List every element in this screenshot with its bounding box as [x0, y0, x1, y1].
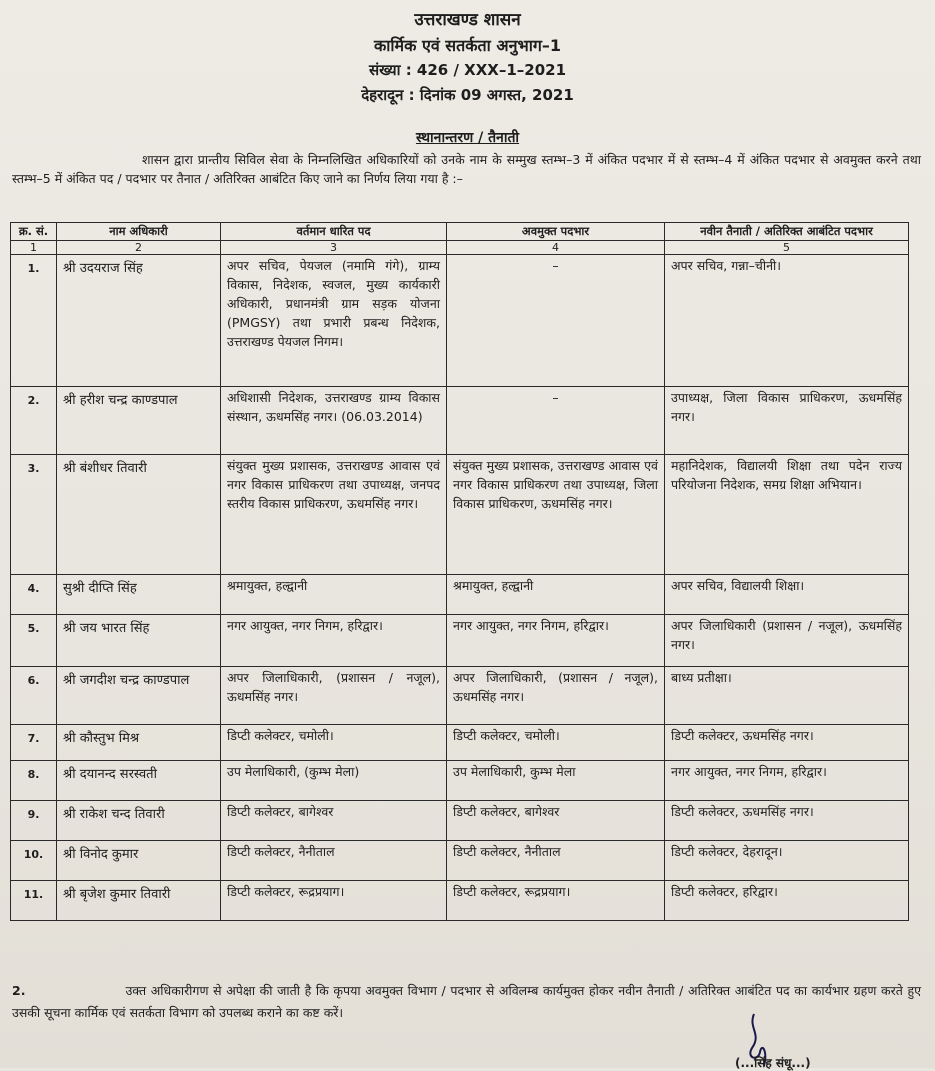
serial-cell: 10. — [11, 841, 57, 881]
table-row — [11, 387, 909, 455]
table-row — [11, 725, 909, 761]
intro-paragraph: शासन द्वारा प्रान्तीय सिविल सेवा के निम्नलिखित अधिकारियों को उनके नाम के सम्मुख स्तम्भ–3 में अंकित पदभार में से स्तम्भ–4 में अंकित पदभार से अवमुक्त करने तथा स्तम्भ–5 में अंकित पद / पदभार पर तैनात / अतिरिक्त आबंटित किए जाने का निर्णय लिया गया है :– — [12, 152, 921, 186]
current-post-cell: नगर आयुक्त, नगर निगम, हरिद्वार। — [221, 615, 447, 667]
officer-name-cell: श्री जय भारत सिंह — [57, 615, 221, 667]
col-number: 4 — [447, 241, 665, 255]
signatory-name: (...सिंह संधू...) — [735, 1056, 811, 1070]
new-posting-cell: अपर जिलाधिकारी (प्रशासन / नजूल), ऊधमसिंह नगर। — [665, 615, 909, 667]
new-posting-cell: बाध्य प्रतीक्षा। — [665, 667, 909, 725]
relieved-post-cell: – — [447, 387, 665, 455]
table-row — [11, 841, 909, 881]
table-row — [11, 881, 909, 921]
current-post-cell: अधिशासी निदेशक, उत्तराखण्ड ग्राम्य विकास संस्थान, ऊधमसिंह नगर। (06.03.2014) — [221, 387, 447, 455]
relieved-post-cell: डिप्टी कलेक्टर, बागेश्वर — [447, 801, 665, 841]
transfer-table — [10, 222, 909, 921]
col-number: 1 — [11, 241, 57, 255]
current-post-cell: संयुक्त मुख्य प्रशासक, उत्तराखण्ड आवास एवं नगर विकास प्राधिकरण तथा उपाध्यक्ष, जनपद स्तरीय विकास प्राधिकरण, ऊधमसिंह नगर। — [221, 455, 447, 575]
new-posting-cell: उपाध्यक्ष, जिला विकास प्राधिकरण, ऊधमसिंह नगर। — [665, 387, 909, 455]
relieved-post-cell: उप मेलाधिकारी, कुम्भ मेला — [447, 761, 665, 801]
new-posting-cell: अपर सचिव, विद्यालयी शिक्षा। — [665, 575, 909, 615]
document-header — [0, 8, 935, 108]
relieved-post-cell: नगर आयुक्त, नगर निगम, हरिद्वार। — [447, 615, 665, 667]
department-name: कार्मिक एवं सतर्कता अनुभाग–1 — [373, 36, 561, 55]
officer-name-cell: श्री विनोद कुमार — [57, 841, 221, 881]
new-posting-cell: डिप्टी कलेक्टर, हरिद्वार। — [665, 881, 909, 921]
relieved-post-cell: डिप्टी कलेक्टर, नैनीताल — [447, 841, 665, 881]
table-row — [11, 455, 909, 575]
serial-cell: 1. — [11, 255, 57, 387]
officer-name-cell: श्री दयानन्द सरस्वती — [57, 761, 221, 801]
col-header-relieved-post: अवमुक्त पदभार — [447, 223, 665, 241]
serial-cell: 4. — [11, 575, 57, 615]
order-number: संख्या : 426 / XXX–1–2021 — [368, 61, 567, 79]
relieved-post-cell: डिप्टी कलेक्टर, रूद्रप्रयाग। — [447, 881, 665, 921]
serial-cell: 3. — [11, 455, 57, 575]
new-posting-cell: अपर सचिव, गन्ना–चीनी। — [665, 255, 909, 387]
table-row — [11, 255, 909, 387]
officer-name-cell: श्री उदयराज सिंह — [57, 255, 221, 387]
relieved-post-cell: अपर जिलाधिकारी, (प्रशासन / नजूल), ऊधमसिंह नगर। — [447, 667, 665, 725]
table-row — [11, 761, 909, 801]
paragraph-number: 2. — [12, 983, 26, 998]
new-posting-cell: नगर आयुक्त, नगर निगम, हरिद्वार। — [665, 761, 909, 801]
subject-line: स्थानान्तरण / तैनाती — [415, 130, 520, 146]
current-post-cell: अपर जिलाधिकारी, (प्रशासन / नजूल), ऊधमसिंह नगर। — [221, 667, 447, 725]
col-header-new-posting: नवीन तैनाती / अतिरिक्त आबंटित पदभार — [665, 223, 909, 241]
col-header-current-post: वर्तमान धारित पद — [221, 223, 447, 241]
col-number: 2 — [57, 241, 221, 255]
new-posting-cell: डिप्टी कलेक्टर, देहरादून। — [665, 841, 909, 881]
govt-name: उत्तराखण्ड शासन — [414, 10, 521, 30]
serial-cell: 6. — [11, 667, 57, 725]
relieved-post-cell: – — [447, 255, 665, 387]
relieved-post-cell: संयुक्त मुख्य प्रशासक, उत्तराखण्ड आवास एवं नगर विकास प्राधिकरण तथा उपाध्यक्ष, जिला विकास प्राधिकरण, ऊधमसिंह नगर। — [447, 455, 665, 575]
officer-name-cell: सुश्री दीप्ति सिंह — [57, 575, 221, 615]
new-posting-cell: डिप्टी कलेक्टर, ऊधमसिंह नगर। — [665, 725, 909, 761]
table-row — [11, 615, 909, 667]
col-number: 5 — [665, 241, 909, 255]
current-post-cell: डिप्टी कलेक्टर, बागेश्वर — [221, 801, 447, 841]
officer-name-cell: श्री राकेश चन्द तिवारी — [57, 801, 221, 841]
relieved-post-cell: डिप्टी कलेक्टर, चमोली। — [447, 725, 665, 761]
officer-name-cell: श्री बंशीधर तिवारी — [57, 455, 221, 575]
officer-name-cell: श्री कौस्तुभ मिश्र — [57, 725, 221, 761]
officer-name-cell: श्री हरीश चन्द्र काण्डपाल — [57, 387, 221, 455]
officer-name-cell: श्री जगदीश चन्द्र काण्डपाल — [57, 667, 221, 725]
table-row — [11, 667, 909, 725]
current-post-cell: श्रमायुक्त, हल्द्वानी — [221, 575, 447, 615]
current-post-cell: अपर सचिव, पेयजल (नमामि गंगे), ग्राम्य विकास, निदेशक, स्वजल, मुख्य कार्यकारी अधिकारी, प्रधानमंत्री ग्राम सड़क योजना (PMGSY) तथा प्रभारी प्रबन्ध निदेशक, उत्तराखण्ड पेयजल निगम। — [221, 255, 447, 387]
order-date: देहरादून : दिनांक 09 अगस्त, 2021 — [361, 86, 574, 104]
current-post-cell: डिप्टी कलेक्टर, रूद्रप्रयाग। — [221, 881, 447, 921]
paragraph-2 — [12, 980, 921, 1024]
col-header-serial: क्र. सं. — [11, 223, 57, 241]
serial-cell: 5. — [11, 615, 57, 667]
paragraph-text: उक्त अधिकारीगण से अपेक्षा की जाती है कि कृपया अवमुक्त विभाग / पदभार से अविलम्ब कार्यमुक्त होकर नवीन तैनाती / अतिरिक्त आबंटित पद का कार्यभार ग्रहण करते हुए उसकी सूचना कार्मिक एवं सतर्कता विभाग को उपलब्ध कराने का कष्ट करें। — [12, 983, 921, 1020]
current-post-cell: डिप्टी कलेक्टर, चमोली। — [221, 725, 447, 761]
serial-cell: 2. — [11, 387, 57, 455]
table-header-row — [11, 223, 909, 241]
new-posting-cell: डिप्टी कलेक्टर, ऊधमसिंह नगर। — [665, 801, 909, 841]
serial-cell: 8. — [11, 761, 57, 801]
col-number: 3 — [221, 241, 447, 255]
current-post-cell: उप मेलाधिकारी, (कुम्भ मेला) — [221, 761, 447, 801]
table-row — [11, 575, 909, 615]
serial-cell: 7. — [11, 725, 57, 761]
col-header-name: नाम अधिकारी — [57, 223, 221, 241]
relieved-post-cell: श्रमायुक्त, हल्द्वानी — [447, 575, 665, 615]
serial-cell: 11. — [11, 881, 57, 921]
table-row — [11, 801, 909, 841]
column-number-row — [11, 241, 909, 255]
serial-cell: 9. — [11, 801, 57, 841]
new-posting-cell: महानिदेशक, विद्यालयी शिक्षा तथा पदेन राज्य परियोजना निदेशक, समग्र शिक्षा अभियान। — [665, 455, 909, 575]
current-post-cell: डिप्टी कलेक्टर, नैनीताल — [221, 841, 447, 881]
officer-name-cell: श्री बृजेश कुमार तिवारी — [57, 881, 221, 921]
